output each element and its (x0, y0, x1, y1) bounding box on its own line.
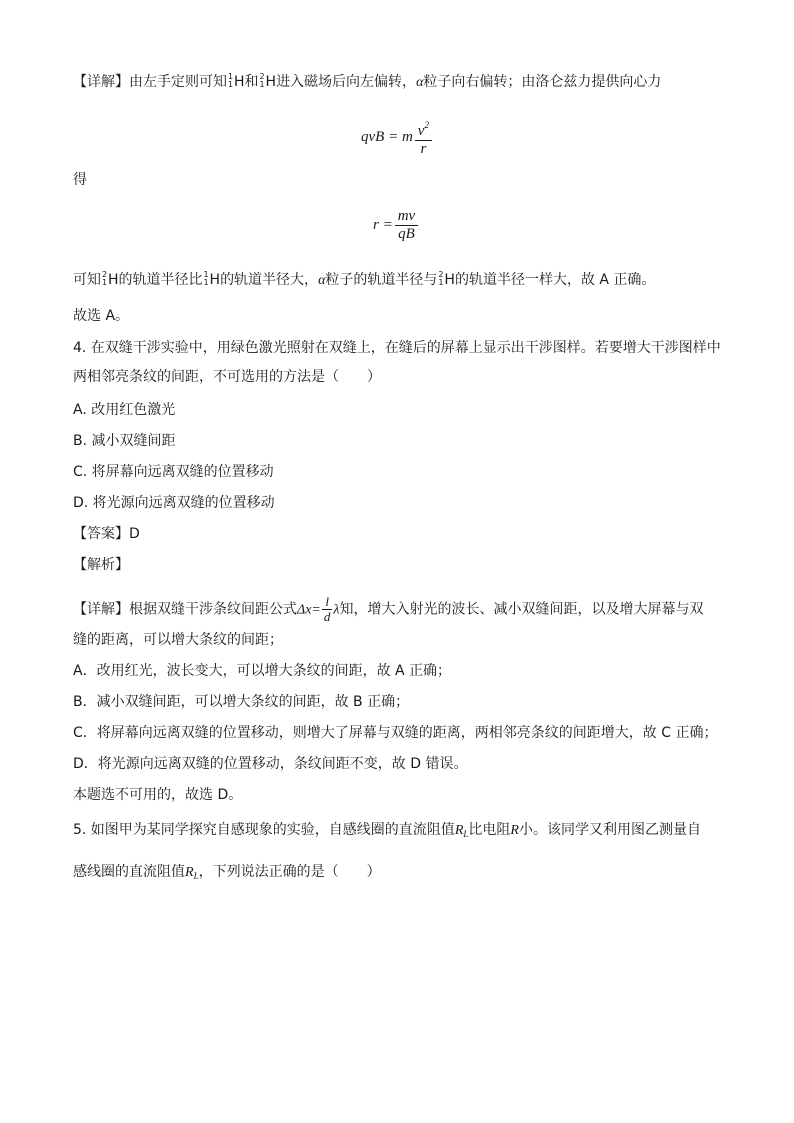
detail-line-1 (73, 72, 661, 93)
text: 比电阻 (468, 822, 511, 838)
text: 感线圈的直流阻值 (73, 864, 185, 880)
q4-detail-line-1 (73, 595, 703, 624)
nuclide-h2: 2 1 (438, 270, 444, 287)
nuclide-symbol: H (444, 272, 455, 288)
formula-lhs: r = (373, 216, 393, 233)
text: 5. 如图甲为某同学探究自感现象的实验，自感线圈的直流阻值 (73, 822, 455, 838)
lambda-symbol: λ (333, 602, 340, 618)
text: 进入磁场后向左偏转， (276, 74, 417, 90)
choose-a-line: 故选 A。 (73, 308, 130, 324)
text: 的轨道半径大， (220, 272, 319, 288)
resistance-r: R (510, 823, 519, 838)
option-a: A. 改用红色激光 (73, 402, 176, 418)
analysis-label: 【解析】 (73, 557, 129, 573)
q4-detail-b: B．减小双缝间距，可以增大条纹的间距，故 B 正确； (73, 694, 410, 710)
resistance-rl: $R_L$ (454, 823, 469, 839)
fraction: $\frac{mv}{qB}$ (395, 208, 419, 243)
q4-detail-d: D．将光源向远离双缝的位置移动，条纹间距不变，故 D 错误。 (73, 756, 468, 772)
delta-x: Δx= (297, 602, 321, 618)
answer-label: 【答案】D (73, 526, 140, 542)
text: 的轨道半径比 (118, 272, 203, 288)
detail-tag: 【详解】 (73, 74, 129, 90)
question-5-line-2 (73, 862, 381, 886)
alpha-symbol: α (318, 273, 326, 288)
nuclide-symbol: H (108, 272, 119, 288)
nuclide-symbol: H (234, 74, 245, 90)
q4-detail-line-2: 缝的距离，可以增大条纹的间距； (73, 632, 283, 648)
text: 根据双缝干涉条纹间距公式 (129, 601, 297, 618)
q4-detail-a: A．改用红光，波长变大，可以增大条纹的间距，故 A 正确； (73, 663, 452, 679)
nuclide-h2: 2 1 (259, 72, 265, 89)
text: 和 (244, 74, 259, 90)
text: 小。该同学又利用图乙测量自 (518, 822, 701, 838)
option-d: D. 将光源向远离双缝的位置移动 (73, 495, 275, 511)
de-line: 得 (73, 172, 87, 188)
formula-radius (373, 208, 418, 243)
text: 由左手定则可知 (129, 74, 227, 90)
nuclide-symbol: H (209, 272, 221, 288)
resistance-rl: $R_L$ (185, 865, 199, 881)
fraction: $\frac{l}{d}$ (323, 594, 331, 624)
nuclide-h1: 1 1 (203, 270, 209, 287)
option-c: C. 将屏幕向远离双缝的位置移动 (73, 464, 274, 480)
text: 知，增大入射光的波长、减小双缝间距，以及增大屏幕与双 (339, 601, 704, 618)
nuclide-h2: 2 1 (102, 270, 108, 287)
text: ，下列说法正确的是（ ） (198, 864, 381, 880)
q4-detail-c: C．将屏幕向远离双缝的位置移动，则增大了屏幕与双缝的距离，两相邻亮条纹的间距增大，故 C 正确； (73, 725, 718, 741)
nuclide-h1: 1 1 (228, 72, 234, 89)
alpha-symbol: α (416, 75, 424, 90)
question-4-line-2: 两相邻亮条纹的间距，不可选用的方法是（ ） (73, 369, 381, 385)
formula-lhs: qvB = m (361, 128, 413, 145)
detail-tag: 【详解】 (73, 601, 129, 618)
detail-line-2 (73, 270, 655, 291)
question-4-line-1: 4. 在双缝干涉实验中，用绿色激光照射在双缝上，在缝后的屏幕上显示出干涉图样。若要增大干涉图样中 (73, 340, 721, 356)
text: 可知 (73, 272, 101, 288)
option-b: B. 减小双缝间距 (73, 433, 176, 449)
text: 粒子向右偏转；由洛仑兹力提供向心力 (423, 74, 662, 90)
nuclide-symbol: H (265, 74, 277, 90)
fraction: $\frac{v^2}{r}$ (415, 117, 432, 158)
formula-lorentz (361, 117, 432, 158)
question-5-line-1 (73, 820, 701, 844)
text: 的轨道半径一样大，故 A 正确。 (454, 272, 656, 288)
text: 粒子的轨道半径与 (325, 272, 438, 288)
q4-conclusion: 本题选不可用的，故选 D。 (73, 787, 243, 803)
